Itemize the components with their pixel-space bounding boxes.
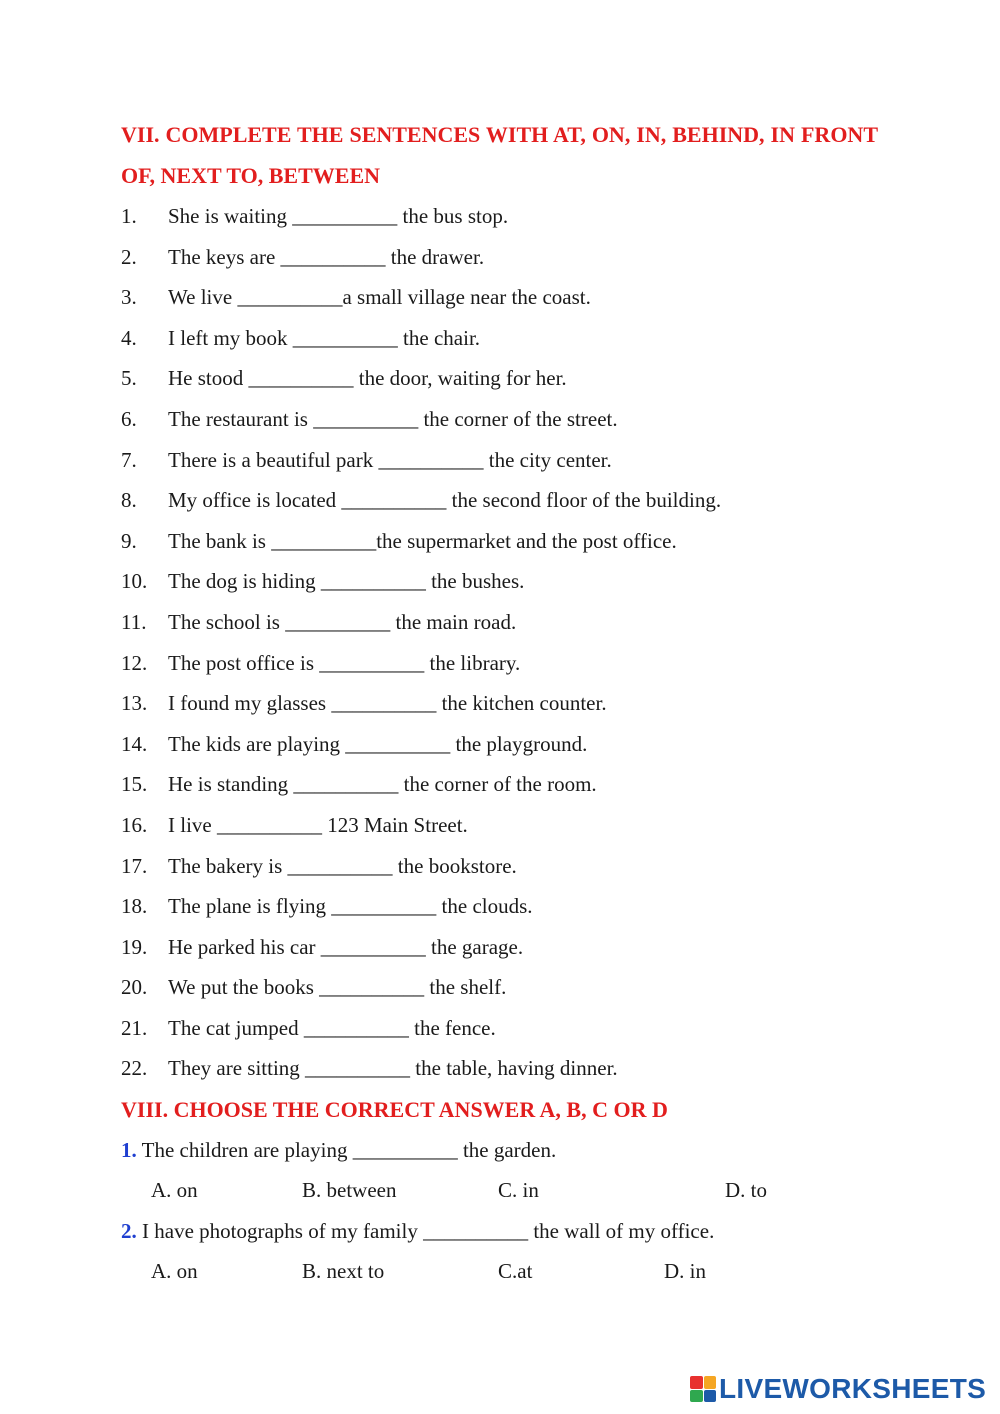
list-item xyxy=(121,561,901,602)
item-text: She is waiting __________ the bus stop. xyxy=(168,204,509,228)
item-text: The school is __________ the main road. xyxy=(168,609,517,634)
item-text: The kids are playing __________ the playground. xyxy=(168,731,588,756)
item-number: 21. xyxy=(121,1015,148,1040)
item-text: He stood __________ the door, waiting for her. xyxy=(168,366,567,391)
list-item xyxy=(121,724,901,765)
item-number: 11. xyxy=(121,609,147,634)
item-number: 15. xyxy=(121,772,148,797)
list-item xyxy=(121,318,901,359)
item-text: My office is located __________ the second floor of the building. xyxy=(168,488,722,513)
logo-mark-icon xyxy=(690,1376,716,1402)
section-7-list xyxy=(121,196,901,1089)
list-item xyxy=(121,643,901,684)
item-text: The bank is __________the supermarket and the post office. xyxy=(168,528,677,553)
item-text: I found my glasses __________ the kitchen counter. xyxy=(168,691,607,716)
option-d: D. in xyxy=(664,1259,706,1283)
section-7-title: VII. COMPLETE THE SENTENCES WITH AT, ON, IN, BEHIND, IN FRONT OF, NEXT TO, BETWEEN xyxy=(121,122,878,188)
option-a: A. on xyxy=(151,1259,198,1283)
item-number: 13. xyxy=(121,691,148,716)
item-number: 14. xyxy=(121,731,148,756)
list-item xyxy=(121,440,901,481)
question-number: 1. xyxy=(121,1138,137,1162)
list-item xyxy=(121,521,901,562)
option-d: D. to xyxy=(725,1178,767,1202)
list-item xyxy=(121,196,901,237)
list-item xyxy=(121,358,901,399)
item-number: 6. xyxy=(121,406,137,431)
item-text: He parked his car __________ the garage. xyxy=(168,934,524,959)
list-item xyxy=(121,480,901,521)
item-text: We put the books __________ the shelf. xyxy=(168,975,507,1000)
list-item xyxy=(121,602,901,643)
list-item xyxy=(121,1008,901,1049)
question-2 xyxy=(121,1211,901,1252)
option-b: B. next to xyxy=(302,1259,385,1283)
item-number: 4. xyxy=(121,325,137,350)
question-text: The children are playing __________ the garden. xyxy=(136,1138,557,1162)
list-item xyxy=(121,764,901,805)
option-b: B. between xyxy=(302,1178,397,1202)
item-text: The bakery is __________ the bookstore. xyxy=(168,853,517,878)
section-8-title: VIII. CHOOSE THE CORRECT ANSWER A, B, C OR D xyxy=(121,1097,668,1122)
list-item xyxy=(121,277,901,318)
item-number: 20. xyxy=(121,975,148,1000)
item-text: The restaurant is __________ the corner of the street. xyxy=(168,406,618,431)
item-text: They are sitting __________ the table, having dinner. xyxy=(168,1056,618,1081)
item-number: 16. xyxy=(121,812,148,837)
item-number: 1. xyxy=(121,204,137,228)
item-text: We live __________a small village near the coast. xyxy=(168,285,591,310)
option-c: C.at xyxy=(498,1259,533,1283)
item-number: 12. xyxy=(121,650,148,675)
item-number: 10. xyxy=(121,569,148,594)
list-item xyxy=(121,967,901,1008)
item-number: 18. xyxy=(121,894,148,919)
list-item xyxy=(121,399,901,440)
item-text: I live __________ 123 Main Street. xyxy=(168,812,468,837)
list-item xyxy=(121,805,901,846)
item-number: 22. xyxy=(121,1056,148,1081)
list-item xyxy=(121,846,901,887)
option-a: A. on xyxy=(151,1178,198,1202)
list-item xyxy=(121,683,901,724)
question-1 xyxy=(121,1130,901,1171)
item-text: The dog is hiding __________ the bushes. xyxy=(168,569,525,594)
item-number: 9. xyxy=(121,528,137,553)
item-number: 3. xyxy=(121,285,137,310)
question-text: I have photographs of my family __________ the wall of my office. xyxy=(136,1219,715,1243)
item-number: 7. xyxy=(121,447,137,472)
item-number: 2. xyxy=(121,244,137,269)
liveworksheets-logo xyxy=(690,1374,986,1404)
item-text: He is standing __________ the corner of the room. xyxy=(168,772,597,797)
item-text: The plane is flying __________ the clouds. xyxy=(168,894,533,919)
question-number: 2. xyxy=(121,1219,137,1243)
item-text: There is a beautiful park __________ the city center. xyxy=(168,447,612,472)
item-number: 19. xyxy=(121,934,148,959)
item-text: The cat jumped __________ the fence. xyxy=(168,1015,496,1040)
item-number: 8. xyxy=(121,488,137,513)
list-item xyxy=(121,886,901,927)
item-text: The post office is __________ the library. xyxy=(168,650,521,675)
item-number: 5. xyxy=(121,366,137,391)
item-text: The keys are __________ the drawer. xyxy=(168,244,485,269)
list-item xyxy=(121,237,901,278)
option-c: C. in xyxy=(498,1178,539,1202)
item-text: I left my book __________ the chair. xyxy=(168,325,481,350)
list-item xyxy=(121,1048,901,1089)
logo-text: LIVEWORKSHEETS xyxy=(719,1373,987,1404)
item-number: 17. xyxy=(121,853,148,878)
list-item xyxy=(121,927,901,968)
